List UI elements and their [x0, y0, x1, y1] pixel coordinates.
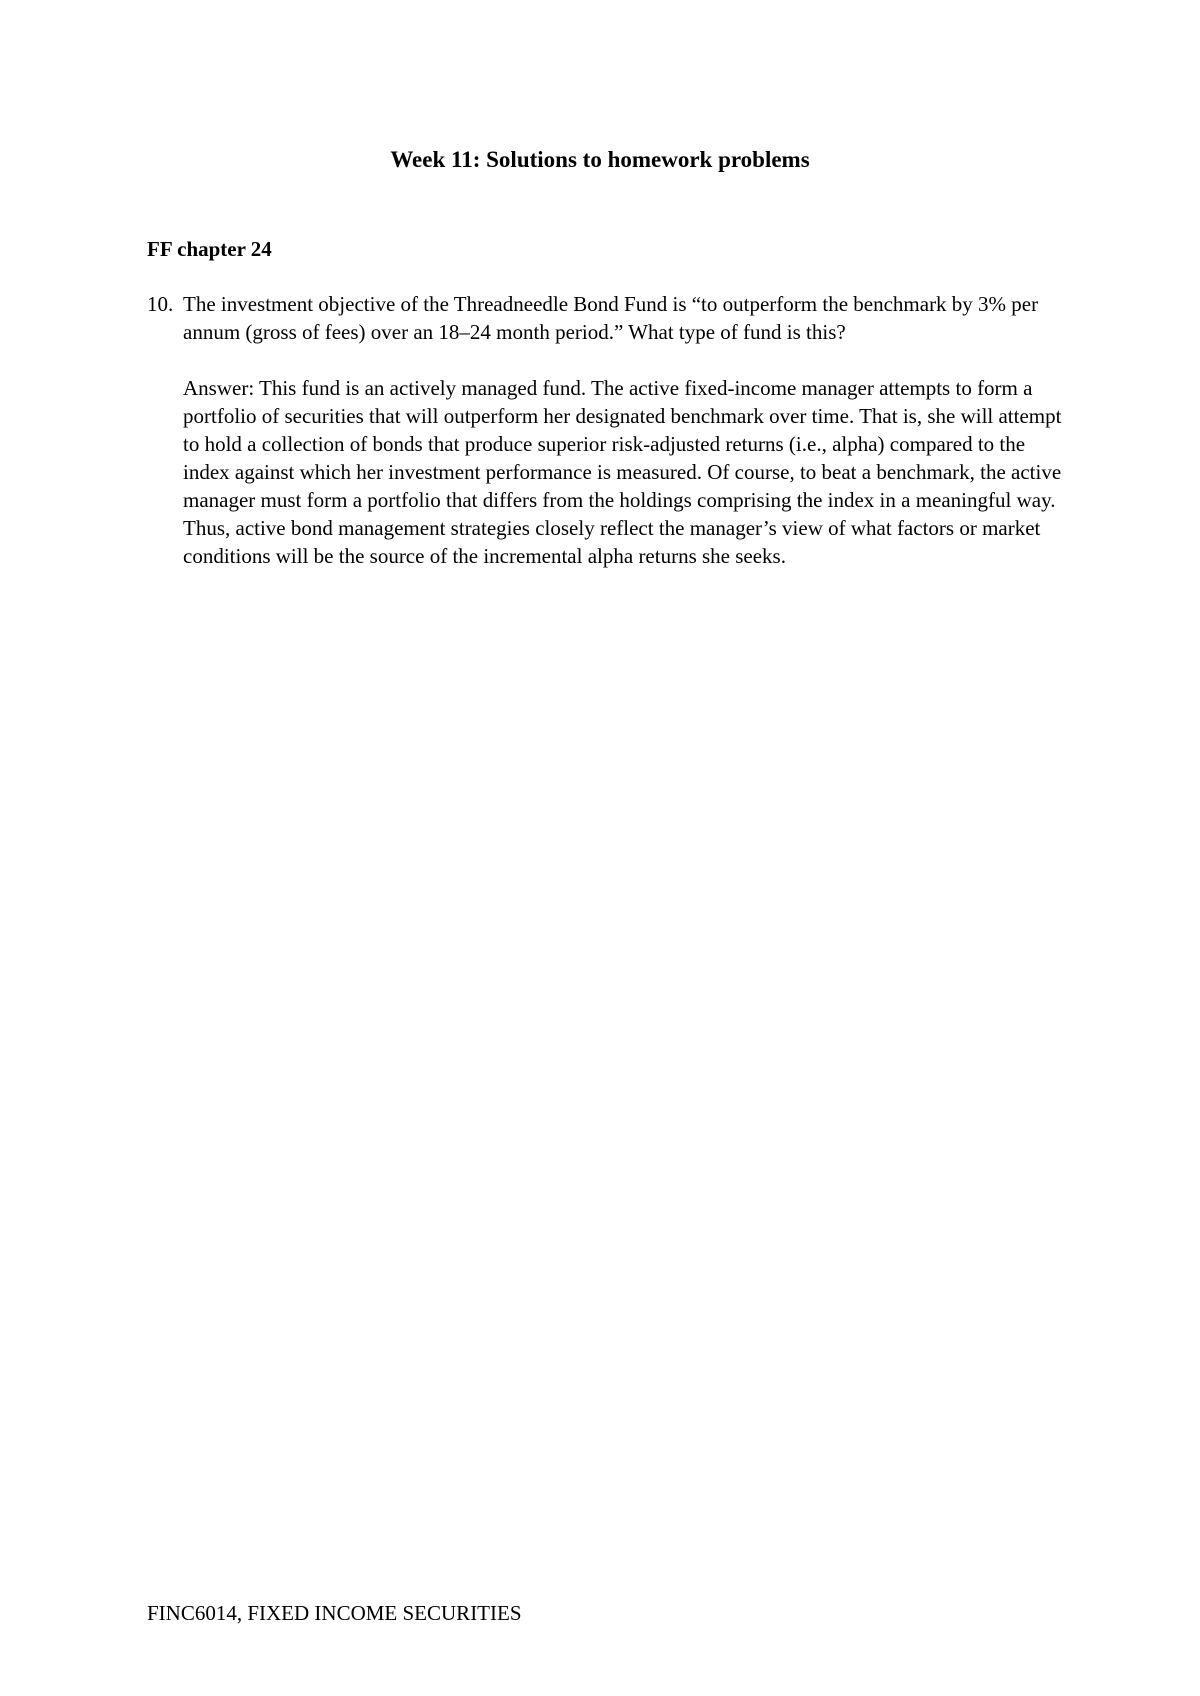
page-title: Week 11: Solutions to homework problems	[390, 147, 810, 172]
question-body	[183, 290, 1067, 570]
question-item	[147, 290, 1067, 570]
section-heading: FF chapter 24	[147, 237, 272, 261]
answer-text: Answer: This fund is an actively managed fund. The active fixed-income manager attempts to form a portfolio of securities that will outperform her designated benchmark over time. That is, she will attempt to hold a collection of bonds that produce superior risk-adjusted returns (i.e., alpha) compared to the index against which her investment performance is measured. Of course, to beat a benchmark, the active manager must form a portfolio that differs from the holdings comprising the index in a meaningful way. Thus, active bond management strategies closely reflect the manager’s view of what factors or market conditions will be the source of the incremental alpha returns she seeks.	[183, 376, 1062, 568]
page-footer: FINC6014, FIXED INCOME SECURITIES	[147, 1601, 522, 1625]
question-text: The investment objective of the Threadneedle Bond Fund is “to outperform the benchmark by 3% per annum (gross of fees) over an 18–24 month period.” What type of fund is this?	[183, 292, 1039, 344]
question-number: 10.	[147, 292, 174, 316]
